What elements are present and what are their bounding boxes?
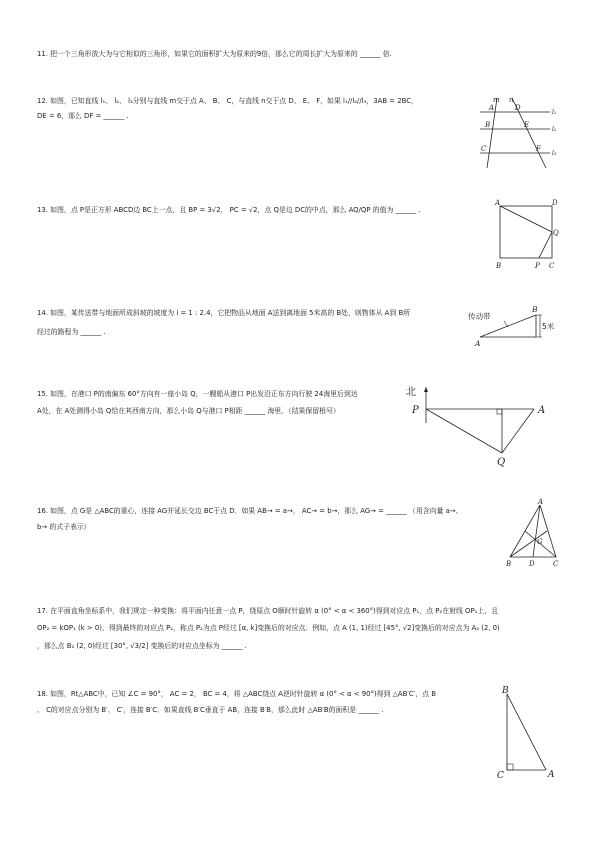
figure-q18-right-triangle [494, 684, 560, 780]
point-B: B [496, 262, 502, 270]
point-D: D [515, 104, 521, 112]
question-17 [37, 605, 500, 653]
figure-q15-navigation [404, 383, 560, 467]
label-m: m [493, 96, 500, 104]
question-18-line-2: 、 C的对应点分别为 B′、 C′，连接 B′C．如果直线 B′C垂直于 AB，连接 B′B，那么此时 △AB′B的面积是 ______ . [37, 705, 384, 714]
label-l2: l₂ [552, 126, 557, 133]
question-15-line-1: 15. 如图，在港口 P的南偏东 60°方向有一座小岛 Q，一艘船从港口 P出发沿正东方向行驶 24海里后到达 [37, 390, 358, 398]
point-E: E [524, 121, 530, 129]
point-P: P [535, 262, 540, 270]
point-B: B [506, 560, 512, 568]
point-A: A [538, 498, 544, 506]
question-13-line-1: 13. 如图，点 P是正方形 ABCD边 BC上一点，且 BP = 3√2， PC = √2，点 Q是边 DC的中点，那么 AQ/QP 的值为 ______ . [37, 206, 421, 214]
label-north: 北 [406, 387, 416, 398]
question-17-line-2: OP₂ = kOP₁ (k > 0)，得到最终的对应点 P₂，称点 P₂为点 P经过 [α, k]变换后的对应点．例如，点 A (1, 1)经过 [45°, √2]变换后的对应点为 A₂ (2, 0) [37, 623, 500, 632]
point-C: C [549, 262, 555, 270]
point-A: A [548, 770, 555, 780]
point-A: A [489, 104, 495, 112]
label-l1: l₁ [552, 109, 557, 116]
point-B: B [485, 121, 491, 129]
label-l3: l₃ [552, 150, 557, 157]
point-D: D [552, 199, 558, 207]
figure-q14-slope [468, 303, 560, 349]
label-conveyor: 传动带 [468, 312, 491, 321]
point-C: C [497, 771, 504, 781]
point-B: B [532, 305, 538, 314]
point-C: C [481, 145, 487, 153]
question-14-line-2: 经过的路程为 ______ . [37, 327, 106, 336]
point-A: A [475, 339, 481, 348]
label-n: n [509, 96, 514, 104]
point-C: C [553, 560, 559, 568]
question-18-line-1: 18. 如图，Rt△ABC中，已知 ∠C = 90°， AC = 2， BC = 4，将 △ABC绕点 A逆时针旋转 α (0° < α < 90°)得到 △AB′C′，点 B [37, 690, 436, 698]
point-A: A [538, 405, 546, 416]
question-11 [37, 48, 392, 61]
question-15 [37, 388, 358, 417]
point-Q: Q [553, 229, 559, 237]
figure-q16-triangle [500, 500, 562, 570]
point-Q: Q [497, 457, 506, 468]
point-D: D [529, 560, 535, 568]
point-G: G [537, 538, 543, 546]
question-12 [37, 95, 418, 122]
question-12-line-2: DE = 6，那么 DF = ______ . [37, 111, 129, 120]
figure-q13-square [494, 198, 560, 272]
question-18 [37, 688, 436, 716]
question-12-line-1: 12. 如图，已知直线 l₁、 l₂、 l₃分别与直线 m交于点 A、 B、 C，与直线 n交于点 D、 E、 F，如果 l₁//l₂//l₃，3AB = 2BC， [37, 97, 418, 105]
point-B: B [502, 686, 509, 696]
point-F: F [536, 145, 541, 153]
question-15-line-2: A处，在 A处测得小岛 Q恰在其西南方向，那么小岛 Q与港口 P相距 ______ 海里．（结果保留根号） [37, 406, 340, 415]
point-A: A [495, 199, 501, 207]
question-14 [37, 307, 410, 338]
question-17-line-3: ，那么点 B₂ (2, 0)经过 [30°, √3/2] 变换后的对应点坐标为 ______ . [37, 642, 247, 650]
question-16-line-2: b→ 的式子表示） [37, 522, 91, 531]
question-13 [37, 204, 421, 217]
figure-q12-parallel-lines [478, 92, 560, 174]
question-14-line-1: 14. 如图，某传送带与地面所成斜坡的坡度为 i = 1 : 2.4，它把物品从地面 A送到离地面 5米高的 B处，则物体从 A到 B所 [37, 309, 411, 317]
question-17-line-1: 17. 在平面直角坐标系中，我们规定一种变换：将平面内任意一点 P，绕原点 O顺时针旋转 α (0° < α < 360°)得到对应点 P₁，点 P₂在射线 OP₁上，且 [37, 607, 499, 615]
question-16 [37, 505, 462, 533]
point-P: P [412, 405, 419, 416]
question-16-line-1: 16. 如图，点 G是 △ABC的重心，连接 AG并延长交边 BC于点 D．如果 AB→ = a→， AC→ = b→，那么 AG→ = ______ （用含向量 a→、 [37, 507, 463, 515]
label-5m: 5米 [542, 322, 555, 331]
question-11-line-1: 11. 把一个三角形放大为与它相似的三角形，如果它的面积扩大为原来的9倍，那么它的周长扩大为原来的 ______ 倍. [37, 50, 392, 58]
